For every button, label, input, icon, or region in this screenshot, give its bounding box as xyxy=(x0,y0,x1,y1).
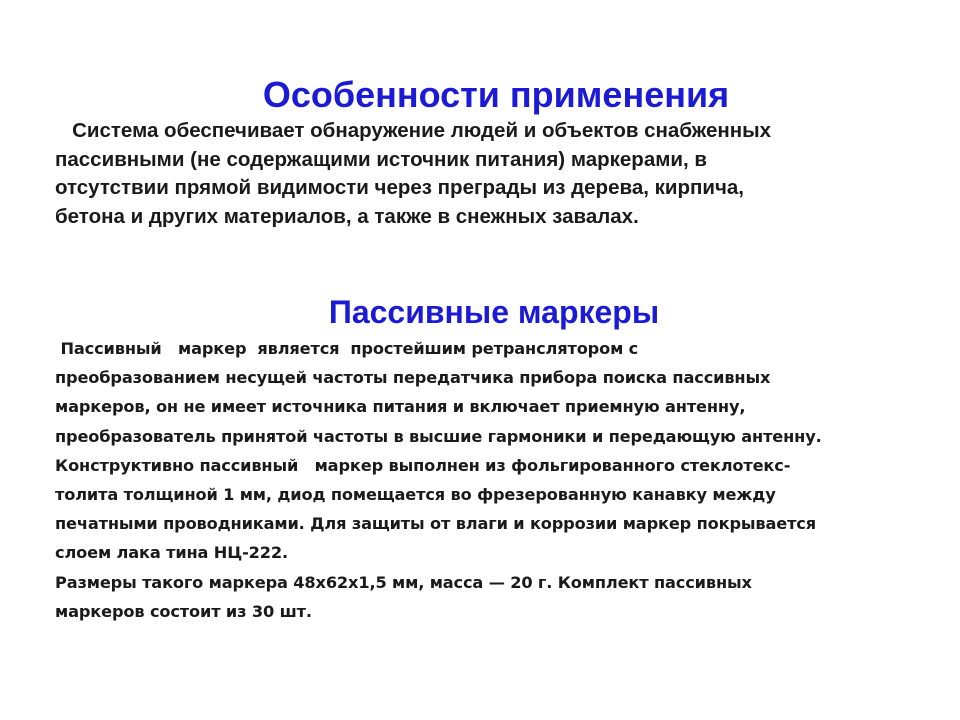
passive-markers-line: Размеры такого маркера 48х62х1,5 мм, масса — 20 г. Комплект пассивных xyxy=(55,572,752,592)
passive-markers-line: маркеров состоит из 30 шт. xyxy=(55,601,312,621)
passive-markers-line: преобразованием несущей частоты передатчика прибора поиска пассивных xyxy=(55,368,771,388)
passive-markers-line: слоем лака тина НЦ-222. xyxy=(55,543,288,563)
passive-markers-line: маркеров, он не имеет источника питания и включает приемную антенну, xyxy=(55,397,746,417)
usage-paragraph-line: отсутствии прямой видимости через преграды из дерева, кирпича, xyxy=(55,176,744,199)
usage-paragraph-line: бетона и других материалов, а также в снежных завалах. xyxy=(55,204,639,228)
passive-markers-line: Конструктивно пассивный маркер выполнен из фольгированного стеклотекс- xyxy=(55,455,791,475)
passive-markers-line: толита толщиной 1 мм, диод помещается во фрезерованную канавку между xyxy=(55,485,776,505)
usage-paragraph-line: Система обеспечивает обнаружение людей и объектов снабженных xyxy=(55,119,772,142)
passive-markers-paragraph xyxy=(55,334,935,626)
passive-markers-line: преобразователь принятой частоты в высшие гармоники и передающую антенну. xyxy=(55,426,822,446)
passive-markers-line: Пассивный маркер является простейшим ретранслятором с xyxy=(55,339,639,358)
passive-markers-line: печатными проводниками. Для защиты от влаги и коррозии маркер покрывается xyxy=(55,514,816,534)
section-title-usage: Особенности применения xyxy=(262,74,730,115)
usage-paragraph xyxy=(55,117,935,231)
section-title-passive-markers: Пассивные маркеры xyxy=(328,294,660,330)
usage-paragraph-line: пассивными (не содержащими источник питания) маркерами, в xyxy=(55,147,707,171)
